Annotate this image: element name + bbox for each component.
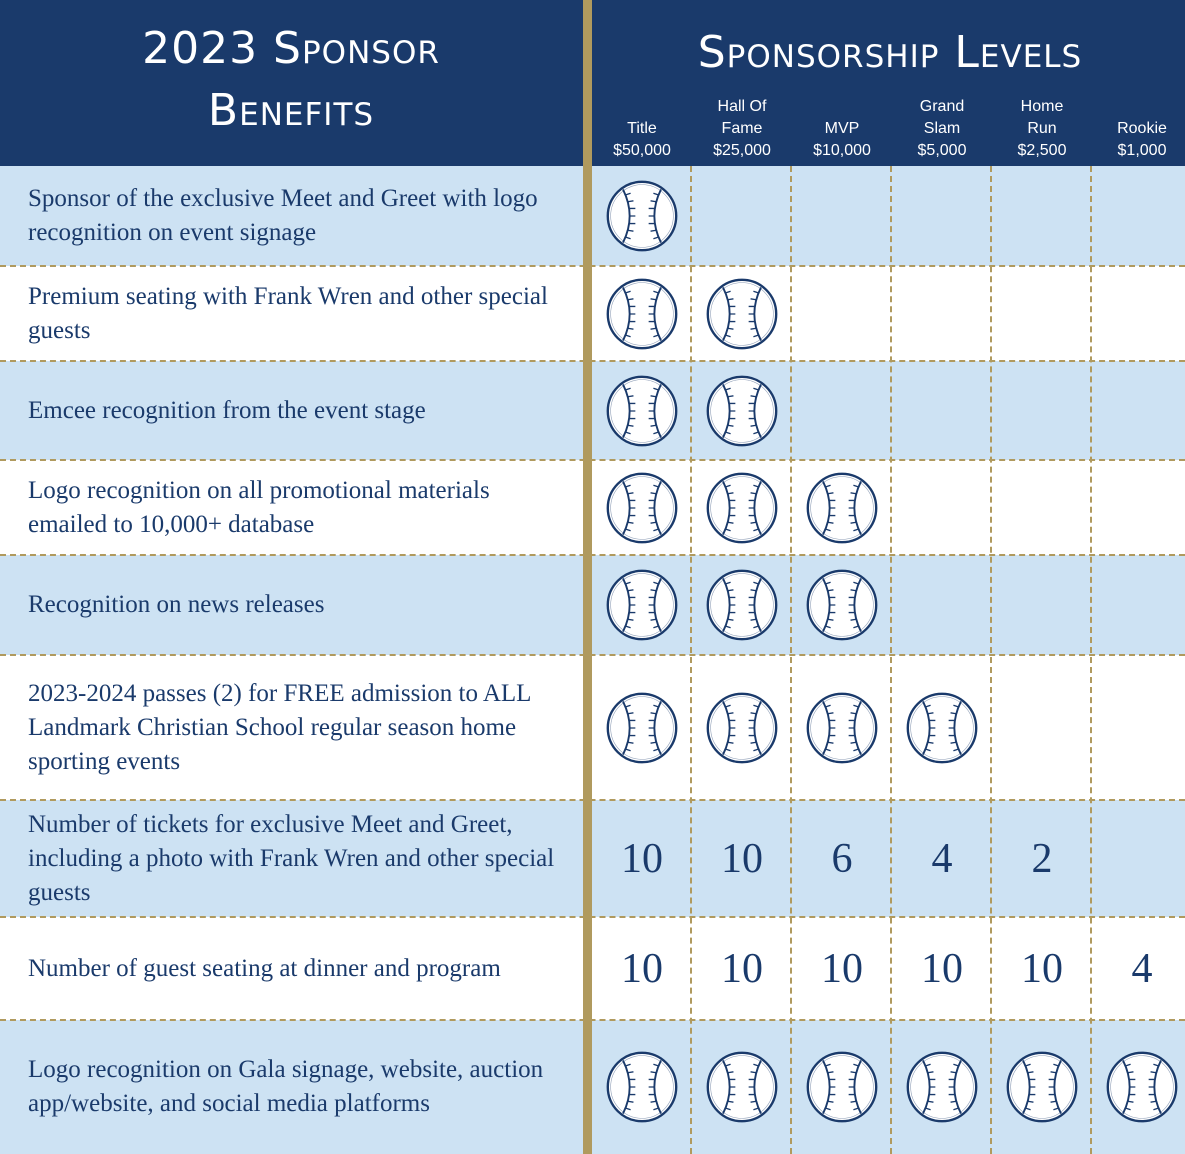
level-cell bbox=[792, 917, 892, 1020]
level-cell bbox=[992, 917, 1092, 1020]
level-cell bbox=[992, 655, 1092, 800]
level-cell bbox=[1092, 361, 1185, 460]
benefit-text: Emcee recognition from the event stage bbox=[28, 396, 426, 424]
level-cell bbox=[1092, 800, 1185, 917]
benefit-text: Logo recognition on all promotional materials emailed to 10,000+ database bbox=[28, 476, 490, 538]
level-cell bbox=[692, 917, 792, 1020]
benefits-title-line2: Benefits bbox=[207, 85, 375, 136]
level-cell bbox=[1092, 166, 1185, 266]
level-cell bbox=[892, 361, 992, 460]
baseball-icon bbox=[1104, 1049, 1180, 1125]
benefit-text: Number of tickets for exclusive Meet and Greet, including a photo with Frank Wren and other special guests bbox=[28, 810, 555, 906]
level-cell bbox=[692, 460, 792, 555]
row-separator bbox=[0, 554, 1185, 556]
row-separator bbox=[0, 799, 1185, 801]
level-cell bbox=[692, 266, 792, 361]
level-cell bbox=[892, 1020, 992, 1154]
baseball-icon bbox=[604, 567, 680, 643]
count-value: 4 bbox=[931, 835, 953, 882]
level-cell bbox=[592, 460, 692, 555]
level-price: $50,000 bbox=[613, 142, 671, 159]
level-cell bbox=[992, 166, 1092, 266]
level-name: Hall Of bbox=[717, 98, 767, 115]
level-cell bbox=[592, 361, 692, 460]
baseball-icon bbox=[904, 690, 980, 766]
level-name: Fame bbox=[721, 120, 763, 137]
level-cell bbox=[892, 655, 992, 800]
level-cell bbox=[892, 800, 992, 917]
level-cell bbox=[892, 166, 992, 266]
level-header bbox=[692, 94, 792, 162]
count-value: 10 bbox=[721, 945, 763, 992]
level-name: Slam bbox=[923, 120, 961, 137]
benefit-text: Recognition on news releases bbox=[28, 591, 325, 618]
level-cell bbox=[992, 460, 1092, 555]
header-bar bbox=[0, 0, 1185, 166]
level-cell bbox=[1092, 460, 1185, 555]
level-cell bbox=[1092, 555, 1185, 655]
level-cell bbox=[692, 555, 792, 655]
level-name: Rookie bbox=[1117, 120, 1167, 137]
count-value: 10 bbox=[621, 835, 663, 882]
benefit-text: Number of guest seating at dinner and program bbox=[28, 954, 501, 982]
level-cell bbox=[992, 361, 1092, 460]
count-value: 10 bbox=[721, 835, 763, 882]
row-separator bbox=[0, 265, 1185, 267]
level-cell bbox=[792, 800, 892, 917]
baseball-icon bbox=[704, 470, 780, 546]
count-value: 6 bbox=[831, 835, 853, 882]
column-divider bbox=[583, 0, 592, 1154]
level-header bbox=[992, 94, 1092, 162]
level-cell bbox=[792, 460, 892, 555]
level-cell bbox=[892, 555, 992, 655]
count-value: 10 bbox=[921, 945, 963, 992]
level-name: Home bbox=[1020, 98, 1064, 115]
count-value: 2 bbox=[1031, 835, 1053, 882]
baseball-icon bbox=[804, 470, 880, 546]
benefits-title bbox=[0, 22, 582, 138]
baseball-icon bbox=[704, 276, 780, 352]
row-separator bbox=[0, 459, 1185, 461]
column-separator bbox=[790, 166, 792, 1154]
baseball-icon bbox=[804, 567, 880, 643]
level-cell bbox=[692, 166, 792, 266]
levels-title: Sponsorship Levels bbox=[697, 27, 1083, 78]
count-value: 10 bbox=[821, 945, 863, 992]
level-cell bbox=[692, 800, 792, 917]
baseball-icon bbox=[804, 1049, 880, 1125]
level-cell bbox=[892, 917, 992, 1020]
level-cell bbox=[592, 266, 692, 361]
baseball-icon bbox=[604, 373, 680, 449]
level-cell bbox=[1092, 266, 1185, 361]
level-cell bbox=[992, 1020, 1092, 1154]
column-separator bbox=[1090, 166, 1092, 1154]
level-price: $5,000 bbox=[917, 142, 967, 159]
baseball-icon bbox=[804, 690, 880, 766]
level-name: Grand bbox=[919, 98, 965, 115]
count-value: 10 bbox=[1021, 945, 1063, 992]
row-separator bbox=[0, 360, 1185, 362]
baseball-icon bbox=[604, 690, 680, 766]
level-cell bbox=[992, 266, 1092, 361]
baseball-icon bbox=[704, 373, 780, 449]
column-separator bbox=[890, 166, 892, 1154]
level-cell bbox=[792, 1020, 892, 1154]
baseball-icon bbox=[1004, 1049, 1080, 1125]
column-separator bbox=[990, 166, 992, 1154]
level-cell bbox=[992, 555, 1092, 655]
level-name: MVP bbox=[824, 120, 860, 137]
level-price: $10,000 bbox=[813, 142, 871, 159]
level-header bbox=[792, 94, 892, 162]
benefit-text: Sponsor of the exclusive Meet and Greet with logo recognition on event signage bbox=[28, 185, 538, 246]
level-cell bbox=[792, 655, 892, 800]
level-price: $25,000 bbox=[713, 142, 771, 159]
level-cell bbox=[892, 266, 992, 361]
level-name: Run bbox=[1027, 120, 1057, 137]
level-cell bbox=[1092, 655, 1185, 800]
count-value: 4 bbox=[1131, 945, 1153, 992]
level-cell bbox=[592, 555, 692, 655]
level-cell bbox=[792, 166, 892, 266]
benefits-title-line1: 2023 Sponsor bbox=[142, 23, 440, 74]
level-cell bbox=[692, 655, 792, 800]
level-header bbox=[592, 94, 692, 162]
level-cell bbox=[592, 800, 692, 917]
level-cell bbox=[592, 917, 692, 1020]
level-header bbox=[1092, 94, 1185, 162]
row-separator bbox=[0, 1019, 1185, 1021]
level-cell bbox=[1092, 917, 1185, 1020]
benefit-text: Logo recognition on Gala signage, website, auction app/website, and social media platforms bbox=[28, 1056, 544, 1117]
column-separator bbox=[690, 166, 692, 1154]
benefit-text: Premium seating with Frank Wren and other special guests bbox=[28, 282, 548, 344]
baseball-icon bbox=[704, 567, 780, 643]
baseball-icon bbox=[704, 690, 780, 766]
baseball-icon bbox=[604, 1049, 680, 1125]
baseball-icon bbox=[704, 1049, 780, 1125]
level-cell bbox=[892, 460, 992, 555]
level-cell bbox=[1092, 1020, 1185, 1154]
level-cell bbox=[792, 555, 892, 655]
level-cell bbox=[692, 1020, 792, 1154]
level-cell bbox=[692, 361, 792, 460]
level-cell bbox=[592, 166, 692, 266]
level-header bbox=[892, 94, 992, 162]
level-cell bbox=[792, 266, 892, 361]
row-separator bbox=[0, 654, 1185, 656]
benefit-text: 2023-2024 passes (2) for FREE admission to ALL Landmark Christian School regular season home sporting events bbox=[28, 679, 531, 775]
level-cell bbox=[992, 800, 1092, 917]
level-price: $2,500 bbox=[1017, 142, 1067, 159]
baseball-icon bbox=[904, 1049, 980, 1125]
level-cell bbox=[592, 1020, 692, 1154]
baseball-icon bbox=[604, 178, 680, 254]
level-price: $1,000 bbox=[1117, 142, 1167, 159]
level-cell bbox=[592, 655, 692, 800]
level-name: Title bbox=[627, 120, 657, 137]
level-cell bbox=[792, 361, 892, 460]
baseball-icon bbox=[604, 470, 680, 546]
baseball-icon bbox=[604, 276, 680, 352]
count-value: 10 bbox=[621, 945, 663, 992]
row-separator bbox=[0, 916, 1185, 918]
